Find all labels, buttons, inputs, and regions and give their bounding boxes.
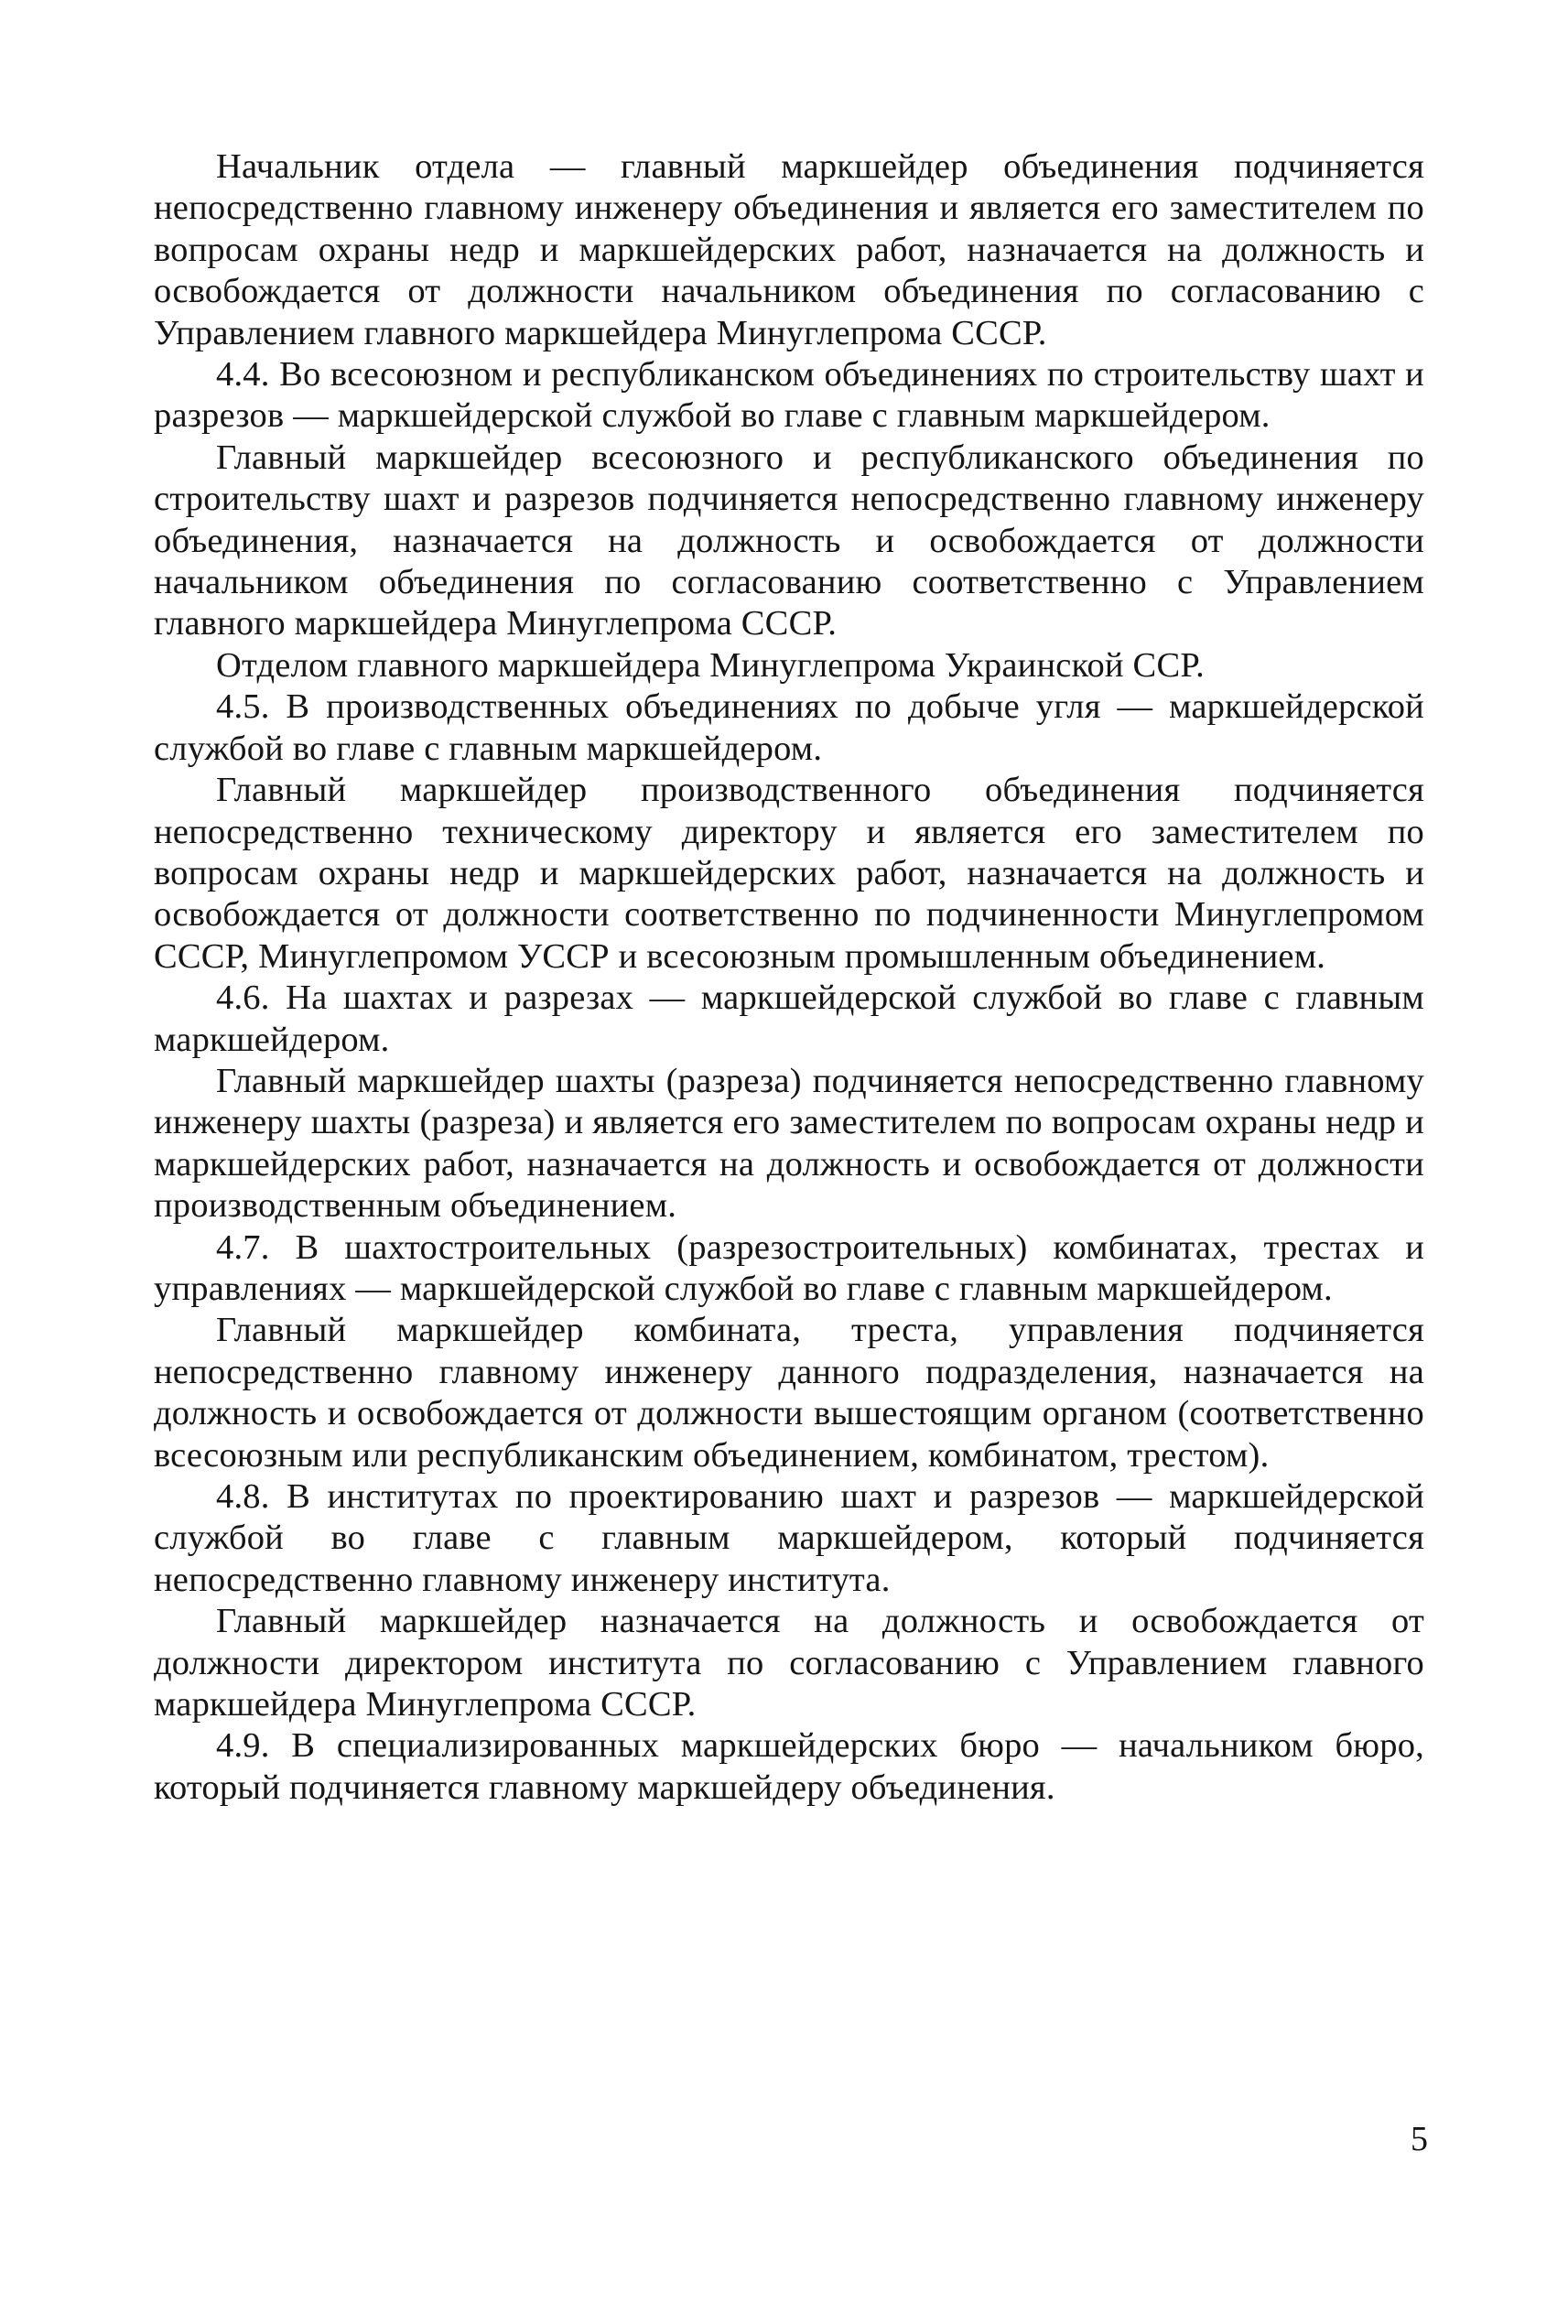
paragraph-4-8: 4.8. В институтах по проектированию шахт и разрезов — маркшейдерской службой во главе с главным маркшейдером, который подчиняется непосредственно главному инженеру института.	[154, 1477, 1424, 1599]
paragraph-4-8-chief-surveyor: Главный маркшейдер назначается на должность и освобождается от должности директором института по согласованию с Управлением главного маркшейдера Минуглепрома СССР.	[154, 1602, 1424, 1724]
paragraph-4-4: 4.4. Во всесоюзном и республиканском объединениях по строительству шахт и разрезов — маркшейдерской службой во главе с главным маркшейдером.	[154, 355, 1424, 436]
paragraph-4-6: 4.6. На шахтах и разрезах — маркшейдерской службой во главе с главным маркшейдером.	[154, 978, 1424, 1059]
page-number: 5	[1411, 2120, 1428, 2158]
paragraph-4-9: 4.9. В специализированных маркшейдерских бюро — начальником бюро, который подчиняется главному маркшейдеру объединения.	[154, 1726, 1424, 1807]
paragraph-ukrainian-ssr: Отделом главного маркшейдера Минуглепрома Украинской ССР.	[216, 645, 1205, 685]
paragraph-4-7: 4.7. В шахтостроительных (разрезостроительных) комбинатах, трестах и управлениях — маркшейдерской службой во главе с главным маркшейдером.	[154, 1227, 1424, 1308]
body-text	[154, 146, 1424, 1809]
paragraph-4-6-chief-surveyor: Главный маркшейдер шахты (разреза) подчиняется непосредственно главному инженеру шахты (разреза) и является его заместителем по вопросам охраны недр и маркшейдерских работ, назначается на должность и освобождается от должности производственным объединением.	[154, 1061, 1424, 1226]
paragraph-4-5: 4.5. В производственных объединениях по добыче угля — маркшейдерской службой во главе с главным маркшейдером.	[154, 687, 1424, 768]
paragraph-4-5-chief-surveyor: Главный маркшейдер производственного объединения подчиняется непосредственно техническому директору и является его заместителем по вопросам охраны недр и маркшейдерских работ, назначается на должность и освобождается от должности соответственно по подчиненности Минуглепромом СССР, Минуглепромом УССР и всесоюзным промышленным объединением.	[154, 771, 1424, 976]
paragraph-department-head: Начальник отдела — главный маркшейдер объединения подчиняется непосредственно главному инженеру объединения и является его заместителем по вопросам охраны недр и маркшейдерских работ, назначается на должность и освобождается от должности начальником объединения по согласованию с Управлением главного маркшейдера Минуглепрома СССР.	[154, 147, 1424, 352]
paragraph-4-4-chief-surveyor: Главный маркшейдер всесоюзного и республиканского объединения по строительству шахт и разрезов подчиняется непосредственно главному инженеру объединения, назначается на должность и освобождается от должности начальником объединения по согласованию соответственно с Управлением главного маркшейдера Минуглепрома СССР.	[154, 438, 1424, 643]
paragraph-4-7-chief-surveyor: Главный маркшейдер комбината, треста, управления подчиняется непосредственно главному инженеру данного подразделения, назначается на должность и освобождается от должности вышестоящим органом (соответственно всесоюзным или республиканским объединением, комбинатом, трестом).	[154, 1311, 1424, 1475]
